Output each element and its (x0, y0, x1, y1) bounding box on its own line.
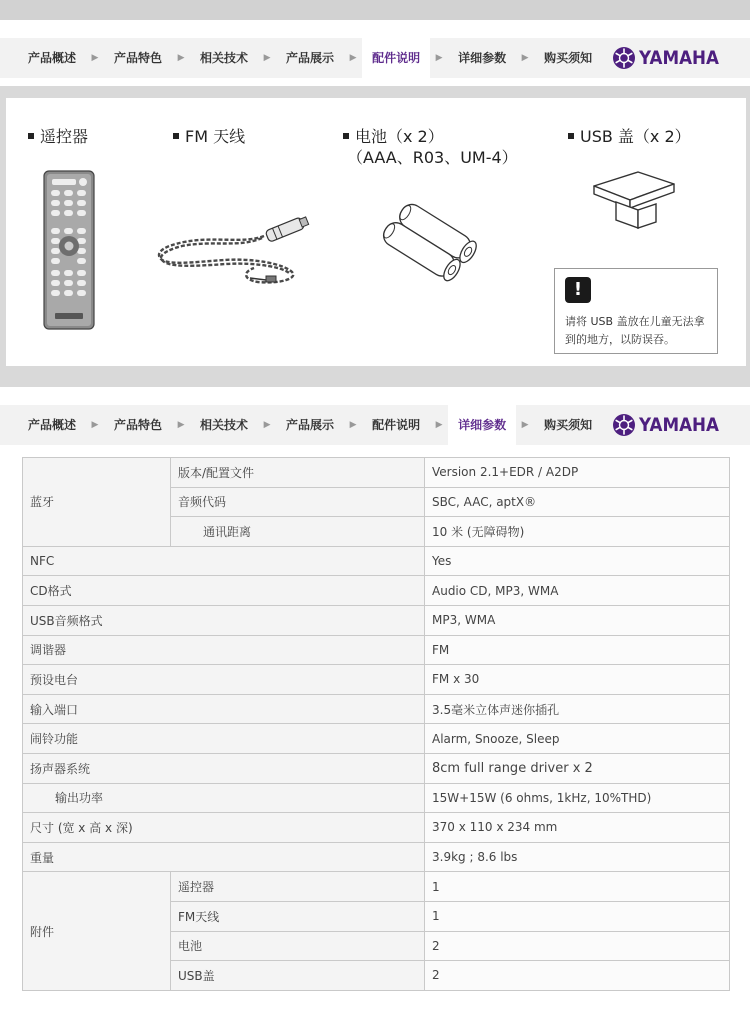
product-nav-2 (0, 405, 750, 445)
tab-purchase[interactable]: 购买须知 (544, 51, 593, 65)
spec-value: 8cm full range driver x 2 (425, 753, 730, 783)
tab-accessories[interactable]: 配件说明 (372, 418, 421, 432)
spec-name: 通讯距离 (171, 517, 425, 547)
spec-value: Yes (425, 546, 730, 576)
table-row (23, 783, 730, 813)
brand-wordmark: YAMAHA (639, 47, 720, 69)
spec-name: USB音频格式 (23, 605, 425, 635)
brand-wordmark: YAMAHA (639, 414, 720, 436)
spec-name: 遥控器 (171, 872, 425, 902)
table-row (23, 813, 730, 843)
table-row (23, 724, 730, 754)
batteries-image (368, 202, 488, 294)
spec-value: 2 (425, 931, 730, 961)
accessory-sublabel: （AAA、R03、UM-4） (347, 148, 518, 167)
accessory-label: FM 天线 (185, 127, 246, 146)
spec-group-accessories: 附件 (23, 872, 171, 990)
warning-icon: ! (565, 277, 591, 303)
tab-specs[interactable]: 详细参数 (458, 51, 507, 65)
tab-features[interactable]: 产品特色 (114, 51, 163, 65)
spec-name: 输出功率 (23, 783, 425, 813)
spec-value: 3.5毫米立体声迷你插孔 (425, 694, 730, 724)
usb-cap-image (590, 166, 680, 242)
tab-gallery[interactable]: 产品展示 (286, 51, 335, 65)
accessory-batteries-title (343, 126, 518, 168)
table-row (23, 753, 730, 783)
arrow-right-icon: ▶ (435, 53, 443, 63)
spec-name: 重量 (23, 842, 425, 872)
accessory-remote-title (28, 126, 88, 147)
spec-value: Audio CD, MP3, WMA (425, 576, 730, 606)
tab-purchase[interactable]: 购买须知 (544, 418, 593, 432)
tab-specs[interactable]: 详细参数 (448, 405, 516, 445)
yamaha-logo[interactable] (612, 411, 730, 439)
bullet-icon (28, 133, 34, 139)
spec-name: 调谐器 (23, 635, 425, 665)
spec-name: 扬声器系统 (23, 753, 425, 783)
spec-value: 10 米 (无障碍物) (425, 517, 730, 547)
spec-value: 15W+15W (6 ohms, 1kHz, 10%THD) (425, 783, 730, 813)
top-strip (0, 0, 750, 20)
spec-name: 尺寸 (宽 x 高 x 深) (23, 813, 425, 843)
warning-box (554, 268, 718, 354)
warning-text: 请将 USB 盖放在儿童无法拿到的地方，以防误吞。 (565, 315, 705, 346)
tab-overview[interactable]: 产品概述 (28, 418, 77, 432)
accessory-label: USB 盖（x 2） (580, 127, 691, 146)
spec-value: Version 2.1+EDR / A2DP (425, 458, 730, 488)
table-row (23, 458, 730, 488)
tuning-fork-emblem-icon (612, 46, 636, 70)
arrow-right-icon: ▶ (435, 420, 443, 430)
spec-value: Alarm, Snooze, Sleep (425, 724, 730, 754)
tab-technology[interactable]: 相关技术 (200, 418, 249, 432)
fm-antenna-image (154, 208, 314, 290)
spec-value: 370 x 110 x 234 mm (425, 813, 730, 843)
spec-value: SBC, AAC, aptX® (425, 487, 730, 517)
accessory-label: 电池（x 2） (355, 127, 444, 146)
accessory-label: 遥控器 (40, 127, 89, 146)
spec-value: MP3, WMA (425, 605, 730, 635)
accessories-panel (6, 98, 746, 366)
spec-name: CD格式 (23, 576, 425, 606)
spec-name: NFC (23, 546, 425, 576)
spec-name: 输入端口 (23, 694, 425, 724)
tab-overview[interactable]: 产品概述 (28, 51, 77, 65)
table-row (23, 665, 730, 695)
spec-value: FM x 30 (425, 665, 730, 695)
spec-name: FM天线 (171, 901, 425, 931)
spec-value: 2 (425, 961, 730, 991)
yamaha-logo[interactable] (612, 44, 730, 72)
accessory-antenna-title (173, 126, 245, 147)
tab-gallery[interactable]: 产品展示 (286, 418, 335, 432)
bullet-icon (343, 133, 349, 139)
table-row (23, 872, 730, 902)
table-row (23, 546, 730, 576)
accessories-section (0, 86, 750, 387)
spec-value: 1 (425, 901, 730, 931)
spec-value: FM (425, 635, 730, 665)
arrow-right-icon: ▶ (263, 53, 271, 63)
table-row (23, 635, 730, 665)
bullet-icon (173, 133, 179, 139)
arrow-right-icon: ▶ (91, 53, 99, 63)
spec-name: 音频代码 (171, 487, 425, 517)
remote-control-image (43, 170, 95, 330)
arrow-right-icon: ▶ (263, 420, 271, 430)
spec-name: 版本/配置文件 (171, 458, 425, 488)
bullet-icon (568, 133, 574, 139)
arrow-right-icon: ▶ (91, 420, 99, 430)
spec-value: 3.9kg ; 8.6 lbs (425, 842, 730, 872)
spec-group-bluetooth: 蓝牙 (23, 458, 171, 547)
spec-name: 预设电台 (23, 665, 425, 695)
arrow-right-icon: ▶ (349, 53, 357, 63)
spec-name: 闹铃功能 (23, 724, 425, 754)
product-nav-1 (0, 38, 750, 78)
tab-features[interactable]: 产品特色 (114, 418, 163, 432)
arrow-right-icon: ▶ (521, 420, 529, 430)
tuning-fork-emblem-icon (612, 413, 636, 437)
spec-name: 电池 (171, 931, 425, 961)
table-row (23, 694, 730, 724)
arrow-right-icon: ▶ (177, 420, 185, 430)
arrow-right-icon: ▶ (349, 420, 357, 430)
spec-value: 1 (425, 872, 730, 902)
tab-accessories[interactable]: 配件说明 (362, 38, 430, 78)
tab-technology[interactable]: 相关技术 (200, 51, 249, 65)
arrow-right-icon: ▶ (521, 53, 529, 63)
specs-table (22, 457, 730, 991)
table-row (23, 842, 730, 872)
spec-name: USB盖 (171, 961, 425, 991)
arrow-right-icon: ▶ (177, 53, 185, 63)
accessory-usb-cap-title (568, 126, 691, 147)
table-row (23, 605, 730, 635)
table-row (23, 576, 730, 606)
